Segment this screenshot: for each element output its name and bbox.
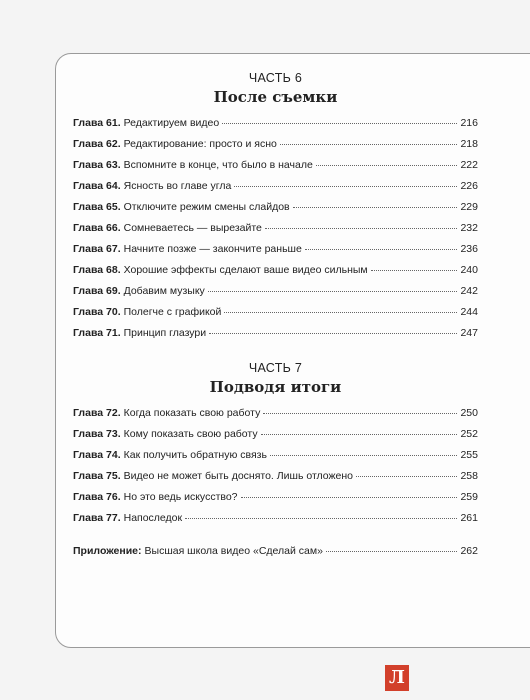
dot-leader [305, 249, 458, 250]
chapter-number: Глава 76. [73, 491, 121, 503]
dot-leader [356, 476, 457, 477]
chapter-title: Начните позже — закончите раньше [123, 243, 302, 255]
dot-leader [316, 165, 458, 166]
chapter-entry[interactable] [73, 470, 478, 491]
chapter-entry[interactable] [73, 159, 478, 180]
page-number: 261 [460, 512, 478, 524]
chapter-title: Но это ведь искусство? [123, 491, 238, 503]
chapter-number: Глава 67. [73, 243, 121, 255]
chapter-list [73, 407, 478, 533]
chapter-title: Напоследок [123, 512, 183, 524]
chapter-number: Глава 61. [73, 117, 121, 129]
chapter-number: Глава 66. [73, 222, 121, 234]
chapter-entry[interactable] [73, 327, 478, 348]
appendix-label: Приложение: [73, 545, 142, 557]
dot-leader [280, 144, 458, 145]
chapter-number: Глава 75. [73, 470, 121, 482]
chapter-number: Глава 63. [73, 159, 121, 171]
page-number: 255 [460, 449, 478, 461]
chapter-number: Глава 72. [73, 407, 121, 419]
dot-leader [224, 312, 457, 313]
chapter-entry[interactable] [73, 491, 478, 512]
dot-leader [326, 551, 458, 552]
page-number: 258 [460, 470, 478, 482]
chapter-entry[interactable] [73, 428, 478, 449]
dot-leader [371, 270, 458, 271]
chapter-number: Глава 69. [73, 285, 121, 297]
chapter-title: Полегче с графикой [123, 306, 222, 318]
dot-leader [263, 413, 457, 414]
dot-leader [270, 455, 458, 456]
dot-leader [241, 497, 458, 498]
chapter-title: Отключите режим смены слайдов [123, 201, 290, 213]
chapter-entry[interactable] [73, 449, 478, 470]
logo-letter: Л [389, 667, 405, 688]
chapter-list [73, 117, 478, 348]
chapter-title: Ясность во главе угла [123, 180, 232, 192]
page-number: 247 [460, 327, 478, 339]
part-label: ЧАСТЬ 7 [248, 361, 303, 375]
dot-leader [293, 207, 458, 208]
page-number: 236 [460, 243, 478, 255]
chapter-number: Глава 62. [73, 138, 121, 150]
chapter-entry[interactable] [73, 512, 478, 533]
page-number: 259 [460, 491, 478, 503]
chapter-title: Редактируем видео [123, 117, 220, 129]
chapter-entry[interactable] [73, 138, 478, 159]
dot-leader [209, 333, 457, 334]
page-number: 232 [460, 222, 478, 234]
chapter-title: Добавим музыку [123, 285, 205, 297]
chapter-entry[interactable] [73, 243, 478, 264]
chapter-title: Редактирование: просто и ясно [123, 138, 277, 150]
page-number: 218 [460, 138, 478, 150]
part-label: ЧАСТЬ 6 [248, 71, 303, 85]
dot-leader [222, 123, 457, 124]
chapter-title: Кому показать свою работу [123, 428, 258, 440]
chapter-number: Глава 77. [73, 512, 121, 524]
publisher-logo [385, 665, 409, 691]
chapter-title: Вспомните в конце, что было в начале [123, 159, 313, 171]
chapter-number: Глава 65. [73, 201, 121, 213]
page-number: 250 [460, 407, 478, 419]
chapter-number: Глава 74. [73, 449, 121, 461]
table-of-contents [73, 70, 478, 566]
chapter-number: Глава 64. [73, 180, 121, 192]
chapter-entry[interactable] [73, 180, 478, 201]
chapter-number: Глава 68. [73, 264, 121, 276]
chapter-entry[interactable] [73, 407, 478, 428]
appendix-title: Высшая школа видео «Сделай сам» [144, 545, 323, 557]
part-section [73, 70, 478, 348]
page-number: 222 [460, 159, 478, 171]
chapter-title: Хорошие эффекты сделают ваше видео сильным [123, 264, 368, 276]
chapter-entry[interactable] [73, 285, 478, 306]
dot-leader [265, 228, 458, 229]
chapter-entry[interactable] [73, 201, 478, 222]
part-title: Подводя итоги [209, 378, 342, 396]
chapter-entry[interactable] [73, 222, 478, 243]
page-number: 252 [460, 428, 478, 440]
page-number: 216 [460, 117, 478, 129]
chapter-number: Глава 71. [73, 327, 121, 339]
chapter-title: Видео не может быть доснято. Лишь отложено [123, 470, 353, 482]
chapter-title: Сомневаетесь — вырезайте [123, 222, 262, 234]
chapter-number: Глава 70. [73, 306, 121, 318]
dot-leader [185, 518, 457, 519]
chapter-title: Принцип глазури [123, 327, 207, 339]
dot-leader [234, 186, 457, 187]
dot-leader [208, 291, 458, 292]
part-title: После съемки [213, 88, 338, 106]
part-section [73, 360, 478, 533]
page-number: 242 [460, 285, 478, 297]
page-number: 240 [460, 264, 478, 276]
appendix-entry[interactable] [73, 545, 478, 566]
page-number: 244 [460, 306, 478, 318]
chapter-number: Глава 73. [73, 428, 121, 440]
page-number: 226 [460, 180, 478, 192]
chapter-entry[interactable] [73, 117, 478, 138]
chapter-title: Когда показать свою работу [123, 407, 261, 419]
dot-leader [261, 434, 458, 435]
chapter-entry[interactable] [73, 264, 478, 285]
chapter-entry[interactable] [73, 306, 478, 327]
chapter-title: Как получить обратную связь [123, 449, 267, 461]
page-number: 229 [460, 201, 478, 213]
page-number: 262 [460, 545, 478, 557]
